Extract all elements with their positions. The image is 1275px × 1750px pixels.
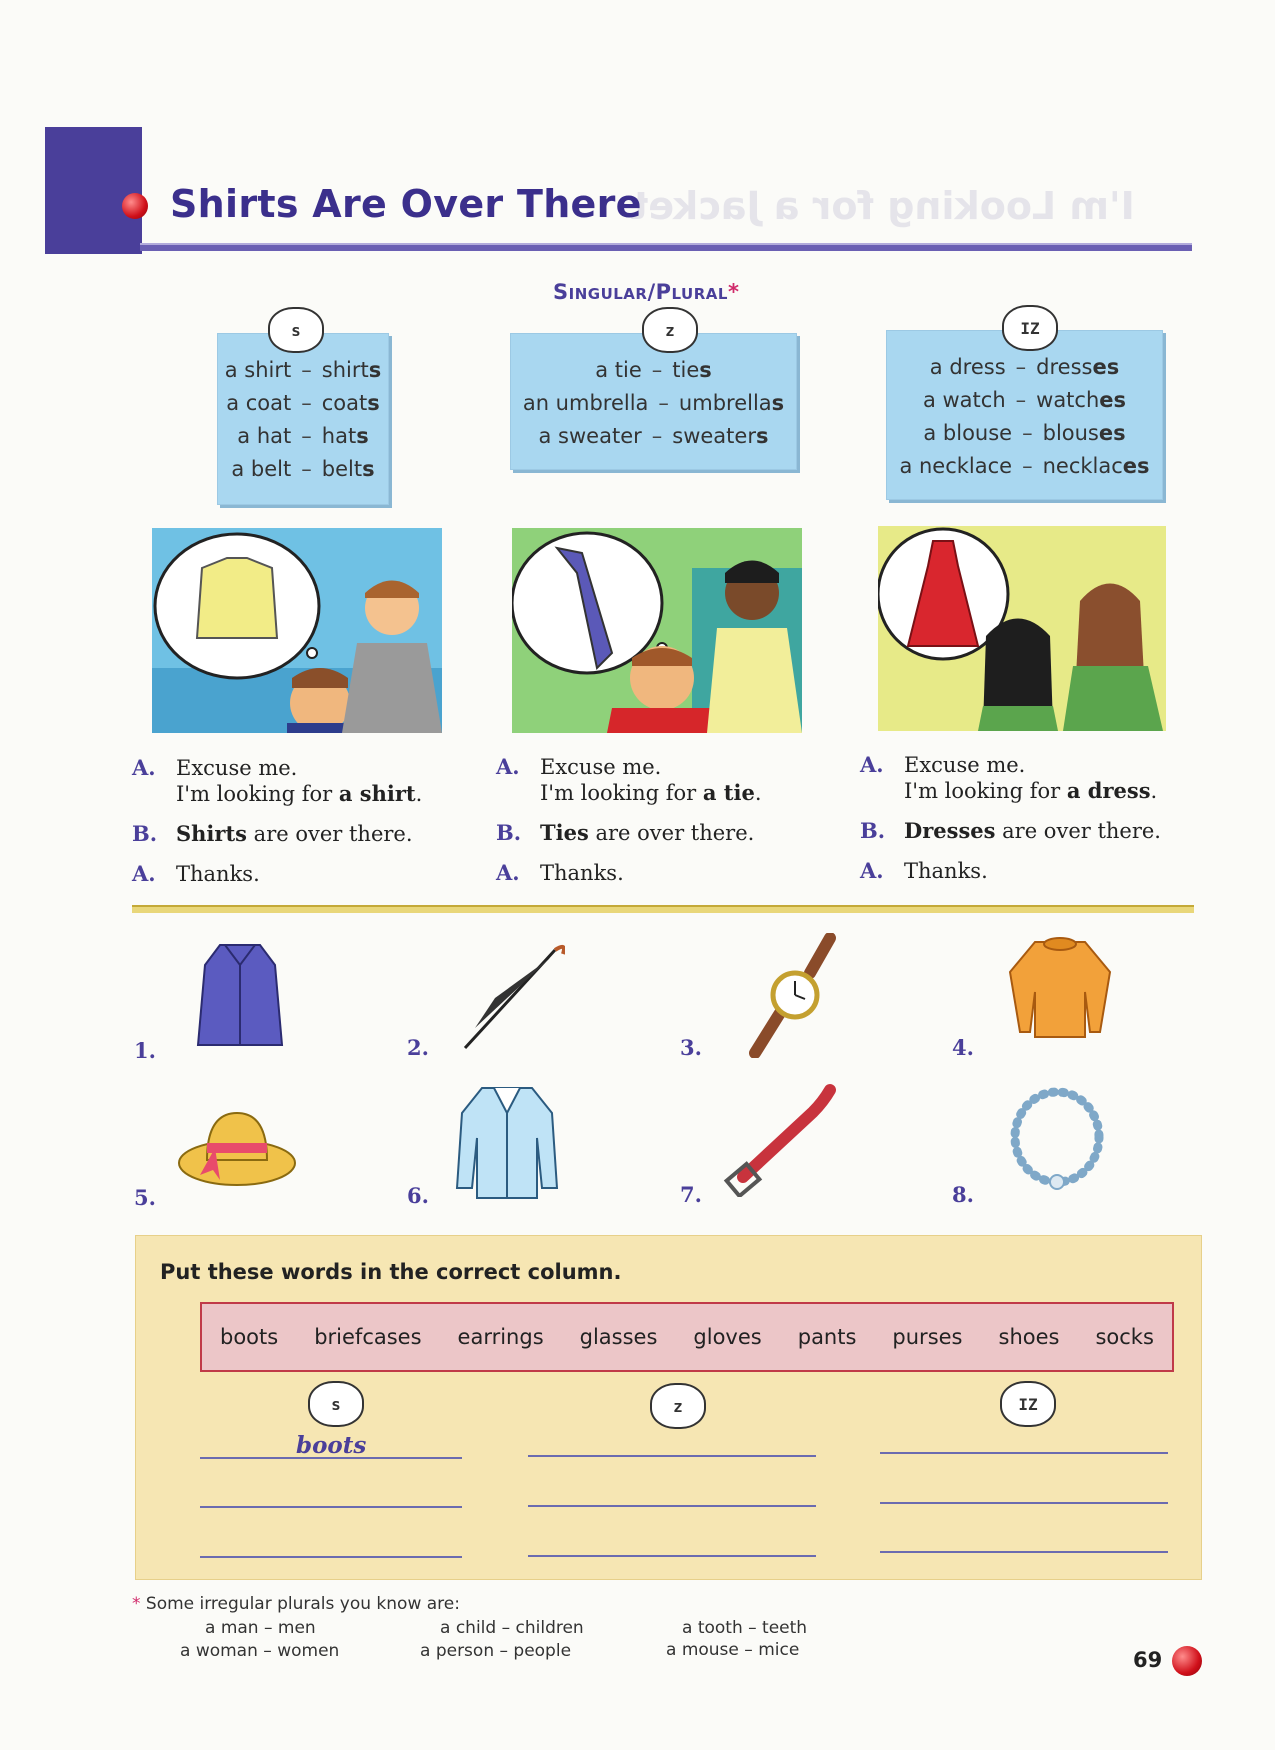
belt-icon <box>718 1082 838 1201</box>
irregular-pair: a mouse – mice <box>666 1640 800 1660</box>
answer-line[interactable] <box>528 1455 816 1457</box>
dialogue-shirt <box>132 755 432 895</box>
footnote-star: * <box>727 280 740 304</box>
dialogue-line: I'm looking for a dress. <box>904 778 1158 803</box>
answer-line[interactable] <box>200 1556 462 1558</box>
word-pair: a watch – watches <box>922 388 1127 412</box>
dialogue-line: A. Thanks. <box>132 861 260 886</box>
word-bank-item: purses <box>892 1325 963 1349</box>
word-pair: a shirt – shirts <box>224 358 382 382</box>
clerk-hair <box>365 581 419 599</box>
exercise-instruction: Put these words in the correct column. <box>160 1260 622 1284</box>
item-number: 3. <box>680 1035 702 1060</box>
dialogue-line: A. Excuse me. <box>132 755 298 780</box>
word-bank-item: gloves <box>693 1325 762 1349</box>
answer-line[interactable] <box>200 1457 462 1459</box>
z-column-badge: z <box>650 1383 706 1429</box>
z-sound-word-box <box>510 333 797 470</box>
clerk-hair <box>725 561 779 584</box>
dialogue-line: B. Dresses are over there. <box>860 818 1161 843</box>
blouse-icon <box>452 1078 562 1212</box>
item-number: 6. <box>407 1183 429 1208</box>
title-bullet-icon <box>122 193 148 219</box>
answer-line[interactable] <box>880 1551 1168 1553</box>
iz-column-badge: IZ <box>1000 1381 1056 1427</box>
word-bank-item: boots <box>220 1325 279 1349</box>
s-sound-word-box <box>217 333 389 505</box>
word-bank-item: glasses <box>579 1325 658 1349</box>
item-number: 8. <box>952 1182 974 1207</box>
word-pair: an umbrella – umbrellas <box>522 391 785 415</box>
shirt-icon <box>197 558 277 638</box>
clerk-hair <box>1076 584 1144 677</box>
s-sound-pairs <box>218 334 388 486</box>
dress-scene-svg <box>878 526 1166 731</box>
clerk-suit <box>342 643 442 733</box>
clerk-blazer <box>1063 666 1163 731</box>
s-column-badge: s <box>308 1381 364 1427</box>
answer-line[interactable] <box>880 1502 1168 1504</box>
irregular-pair: a person – people <box>420 1641 572 1661</box>
watch-icon <box>735 933 845 1062</box>
page-number: 69 <box>1133 1648 1163 1672</box>
section-divider <box>132 905 1194 913</box>
hat-icon <box>175 1085 300 1199</box>
item-number: 4. <box>952 1035 974 1060</box>
word-pair: a coat – coats <box>226 391 380 415</box>
word-bank-item: briefcases <box>314 1325 422 1349</box>
dialogue-line: A. Excuse me. <box>496 754 662 779</box>
iz-sound-badge: IZ <box>1002 305 1058 351</box>
page-title: Shirts Are Over There <box>170 182 642 226</box>
word-pair: a tie – ties <box>595 358 712 382</box>
item-number: 2. <box>407 1035 429 1060</box>
thought-dot <box>307 648 317 658</box>
dialogue-line: I'm looking for a tie. <box>540 780 762 805</box>
dialogue-line: B. Shirts are over there. <box>132 821 413 846</box>
z-sound-pairs <box>511 334 796 453</box>
umbrella-icon <box>455 938 565 1057</box>
dialogue-line: I'm looking for a shirt. <box>176 781 423 806</box>
word-bank <box>200 1302 1174 1372</box>
word-pair: a necklace – necklaces <box>899 454 1150 478</box>
girl-top <box>978 706 1058 731</box>
iz-sound-word-box <box>886 330 1163 500</box>
item-number: 1. <box>134 1038 156 1063</box>
footnote-intro-text: Some irregular plurals you know are: <box>145 1594 460 1614</box>
item-number: 7. <box>680 1182 702 1207</box>
footnote-star: * <box>132 1594 141 1614</box>
irregular-pair: a man – men <box>205 1618 316 1638</box>
footnote-intro <box>132 1594 460 1614</box>
dress-scene-illustration <box>878 526 1166 731</box>
dialogue-line: A. Thanks. <box>860 858 988 883</box>
answer-line[interactable] <box>880 1452 1168 1454</box>
shirt-scene-svg <box>152 528 442 733</box>
tie-scene-illustration <box>512 528 802 733</box>
iz-sound-pairs <box>887 331 1162 483</box>
necklace-icon <box>1005 1085 1110 1199</box>
boy-sweater <box>607 708 717 733</box>
answer-line[interactable] <box>528 1555 816 1557</box>
word-bank-item: socks <box>1095 1325 1154 1349</box>
item-number: 5. <box>134 1185 156 1210</box>
s-sound-badge: s <box>268 307 324 353</box>
word-pair: a blouse – blouses <box>923 421 1126 445</box>
word-bank-item: pants <box>797 1325 857 1349</box>
page-number-dot-icon <box>1172 1646 1202 1676</box>
example-answer: boots <box>296 1432 367 1459</box>
word-pair: a dress – dresses <box>929 355 1120 379</box>
dialogue-line: A. Excuse me. <box>860 752 1026 777</box>
dialogue-dress <box>860 752 1180 892</box>
singular-plural-label: Singular/Plural <box>553 280 728 304</box>
word-pair: a sweater – sweaters <box>538 424 769 448</box>
dialogue-tie <box>496 754 796 894</box>
singular-plural-heading <box>553 280 739 304</box>
ghost-previous-page-title: I'm Looking for a Jacket <box>630 184 1135 228</box>
irregular-pair: a woman – women <box>180 1641 340 1661</box>
word-bank-item: shoes <box>998 1325 1060 1349</box>
z-sound-badge: z <box>642 307 698 353</box>
tie-scene-svg <box>512 528 802 733</box>
answer-line[interactable] <box>200 1506 462 1508</box>
word-pair: a belt – belts <box>231 457 375 481</box>
sweater-icon <box>1005 932 1115 1051</box>
dialogue-line: A. Thanks. <box>496 860 624 885</box>
header-color-block <box>45 127 142 254</box>
header-rule <box>140 243 1192 251</box>
irregular-pair: a tooth – teeth <box>682 1618 808 1638</box>
shirt-scene-illustration <box>152 528 442 733</box>
clerk-jacket <box>707 628 802 733</box>
irregular-pair: a child – children <box>440 1618 584 1638</box>
word-bank-item: earrings <box>457 1325 544 1349</box>
coat-icon <box>190 935 290 1059</box>
word-pair: a hat – hats <box>237 424 369 448</box>
answer-line[interactable] <box>528 1505 816 1507</box>
dialogue-line: B. Ties are over there. <box>496 820 755 845</box>
